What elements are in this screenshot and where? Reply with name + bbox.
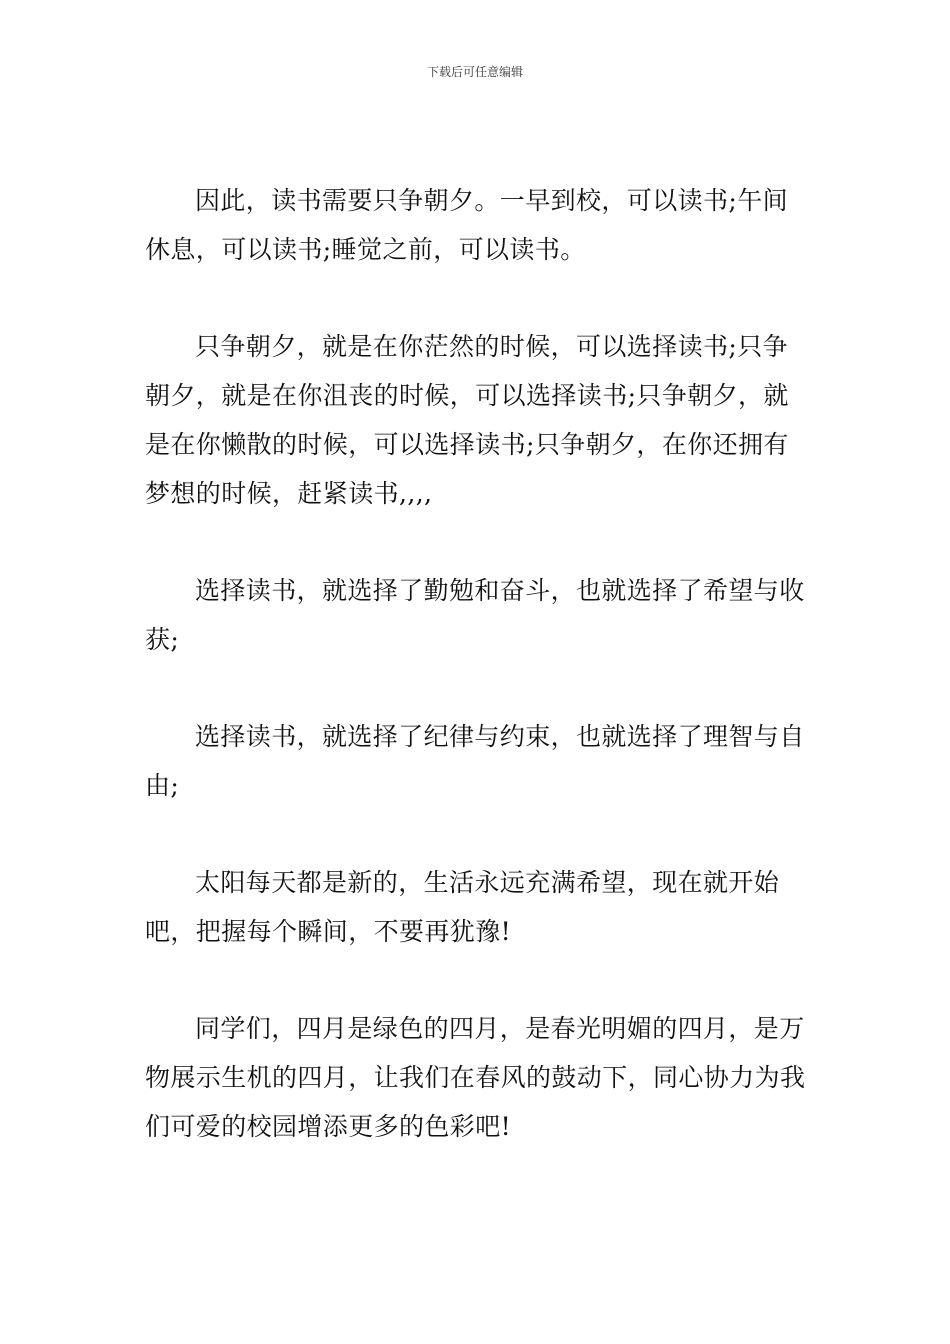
- paragraph-2: 只争朝夕，就是在你茫然的时候，可以选择读书;只争朝夕，就是在你沮丧的时候，可以选择读书;只争朝夕，就是在你懒散的时候，可以选择读书;只争朝夕，在你还拥有梦想的时候，赶紧读书,,,,: [145, 332, 789, 508]
- paragraph-6: 同学们，四月是绿色的四月，是春光明媚的四月，是万物展示生机的四月，让我们在春风的鼓动下，同心协力为我们可爱的校园增添更多的色彩吧!: [145, 1014, 806, 1141]
- paragraph-3: 选择读书，就选择了勤勉和奋斗，也就选择了希望与收获;: [145, 576, 805, 654]
- paragraph-1: 因此，读书需要只争朝夕。一早到校，可以读书;午间休息，可以读书;睡觉之前，可以读书。: [145, 186, 789, 264]
- document-body: [145, 176, 810, 1199]
- paragraph-4: 选择读书，就选择了纪律与约束，也就选择了理智与自由;: [145, 722, 805, 800]
- paragraph-5: 太阳每天都是新的，生活永远充满希望，现在就开始吧，把握每个瞬间，不要再犹豫!: [145, 868, 780, 946]
- page-header-note: 下载后可任意编辑: [426, 65, 523, 79]
